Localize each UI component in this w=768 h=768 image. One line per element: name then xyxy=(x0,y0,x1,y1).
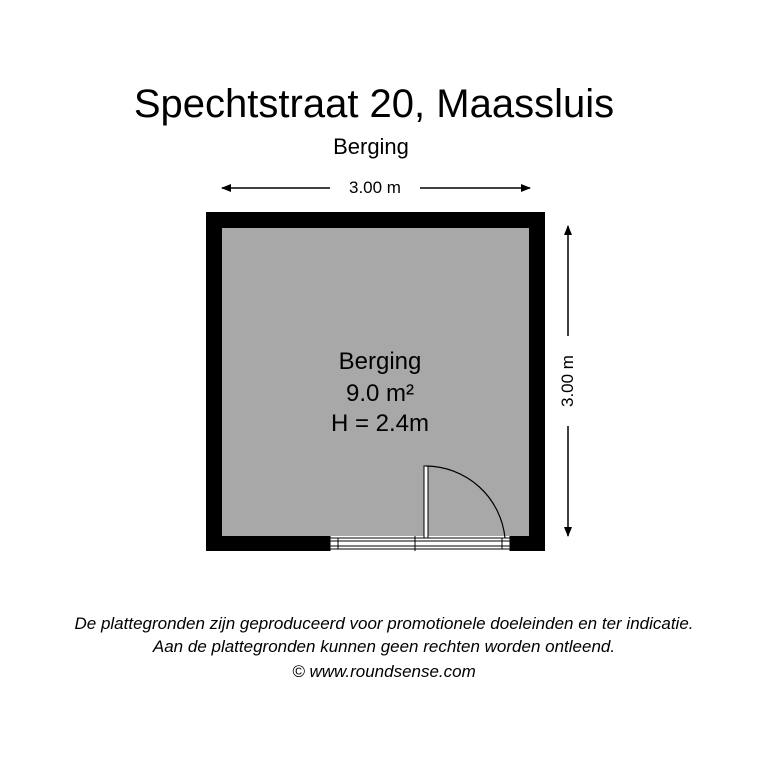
room-height: H = 2.4m xyxy=(330,410,430,437)
disclaimer-line-1: De plattegronden zijn geproduceerd voor promotionele doeleinden en ter indicatie. xyxy=(74,614,694,633)
width-dimension-label: 3.00 m xyxy=(330,177,420,199)
room-area: 9.0 m² xyxy=(345,380,414,407)
floor-subtitle: Berging xyxy=(333,134,409,159)
page-title: Spechtstraat 20, Maassluis xyxy=(133,82,615,126)
room-name: Berging xyxy=(338,348,422,375)
copyright-line: © www.roundsense.com xyxy=(292,662,476,681)
door-leaf xyxy=(424,466,428,538)
depth-dimension-label: 3.00 m xyxy=(557,336,579,426)
disclaimer-line-2: Aan de plattegronden kunnen geen rechten worden ontleend. xyxy=(152,637,616,656)
